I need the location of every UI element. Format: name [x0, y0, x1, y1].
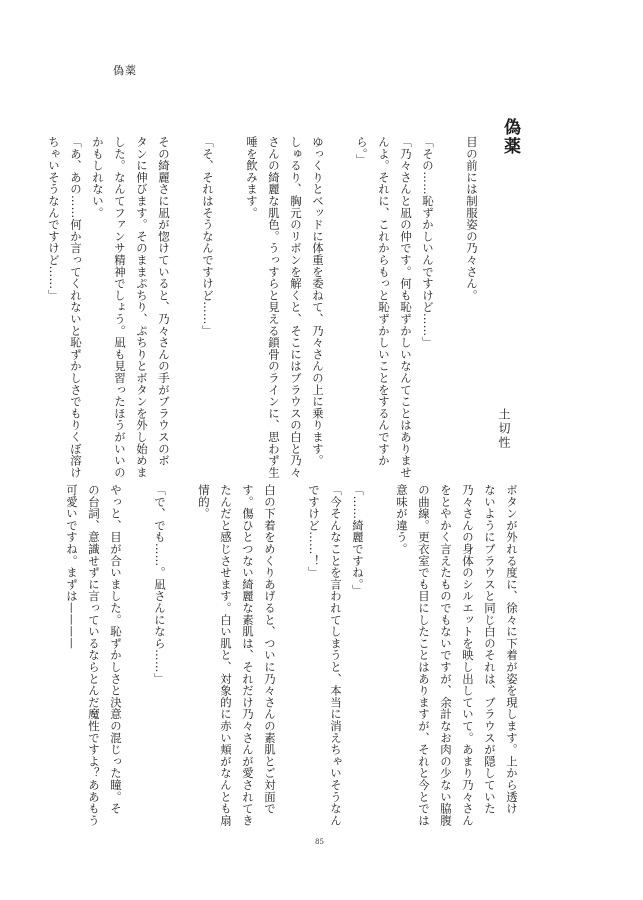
- text-line: 情的。: [197, 484, 211, 520]
- page-number: 85: [315, 838, 324, 846]
- blank-line: [439, 136, 461, 466]
- text-line: しゅるり、胸元のリボンを解くと、そこにはブラウスの白と乃々: [289, 136, 303, 479]
- text-line: ないようにブラウスと同じ白のそれは、ブラウスが隠していた: [483, 484, 497, 815]
- text-line: 目の前には制服姿の乃々さん。: [465, 136, 479, 302]
- author-name: 土切性: [497, 408, 511, 450]
- text-line: ボタンが外れる度に、徐々に下着が姿を現します。上から透け: [505, 484, 519, 815]
- text-line: さんの綺麗な肌色。うっすらと見える鎖骨のラインに、思わず生: [267, 136, 281, 479]
- blank-line: [329, 136, 351, 466]
- text-line: ゆっくりとベッドに体重を委ねて、乃々さんの上に乗ります。: [311, 136, 325, 467]
- text-line: 「その……恥ずかしいんですけど……」: [421, 136, 435, 349]
- text-line: 乃々さんの身体のシルエットを映し出していて。あまり乃々さん: [461, 484, 475, 827]
- text-line: 唾を飲みます。: [245, 136, 259, 219]
- text-line: した。なんてファンサ精神でしょう。凪も見習ったほうがいいの: [113, 136, 127, 479]
- text-line: ら。」: [355, 136, 369, 166]
- text-line: の曲線。更衣室でも目にしたことはありますが、それと今とでは: [417, 484, 431, 827]
- text-line: たんだと感じさせます。白い肌と、対象的に赤い頬がなんとも扇: [219, 484, 233, 827]
- text-line: 「あ、あの……何か言ってくれないと恥ずかしさでもりくぼ溶け: [69, 136, 83, 479]
- text-line: 意味が違う。: [395, 484, 409, 555]
- text-line: かもしれない。: [91, 136, 105, 219]
- text-line: 可愛いですね。まずは————: [65, 484, 79, 650]
- text-line: タンに伸びます。そのままぷちり、ぷちりとボタンを外し始めま: [135, 136, 149, 479]
- text-line: 「そ、それはそうなんですけど……」: [201, 136, 215, 337]
- running-header: 偽薬: [113, 64, 137, 77]
- blank-line: [175, 136, 197, 466]
- text-line: んよ。それに、これからもっと恥ずかしいことをするんですか: [377, 136, 391, 467]
- story-title: 偽薬: [500, 118, 520, 156]
- text-line: 「……綺麗ですね。」: [351, 484, 365, 597]
- text-line: をとやかく言えたものでもないですが、余計なお肉の少ない脇腹: [439, 484, 453, 827]
- text-line: の台詞、意識せずに言っているならとんだ魔性ですよ？ああもう: [87, 484, 101, 827]
- text-line: す。傷ひとつない綺麗な素肌は、それだけ乃々さんが愛されてき: [241, 484, 255, 827]
- text-line: ちゃいそうなんですけど……」: [47, 136, 61, 302]
- text-line: 「今そんなことを言われてしまうと、本当に消えちゃいそうなん: [329, 484, 343, 827]
- text-line: 「で、でも……。凪さんになら……」: [153, 484, 167, 685]
- lower-text-column: [65, 484, 523, 827]
- blank-line: [127, 484, 149, 814]
- text-line: やっと、目が合いました。恥ずかしさと決意の混じった瞳。そ: [109, 484, 123, 815]
- upper-text-column: [47, 136, 483, 479]
- text-line: ですけど……！」: [307, 484, 321, 579]
- text-line: その綺麗さに凪が惚けていると、乃々さんの手がブラウスのボ: [157, 136, 171, 467]
- blank-line: [219, 136, 241, 466]
- text-line: 白の下着をめくりあげると、ついに乃々さんの素肌とご対面で: [263, 484, 277, 815]
- blank-line: [171, 484, 193, 814]
- text-line: 「乃々さんと凪の仲です。何も恥ずかしいなんてことはありませ: [399, 136, 413, 479]
- blank-line: [281, 484, 303, 814]
- blank-line: [369, 484, 391, 814]
